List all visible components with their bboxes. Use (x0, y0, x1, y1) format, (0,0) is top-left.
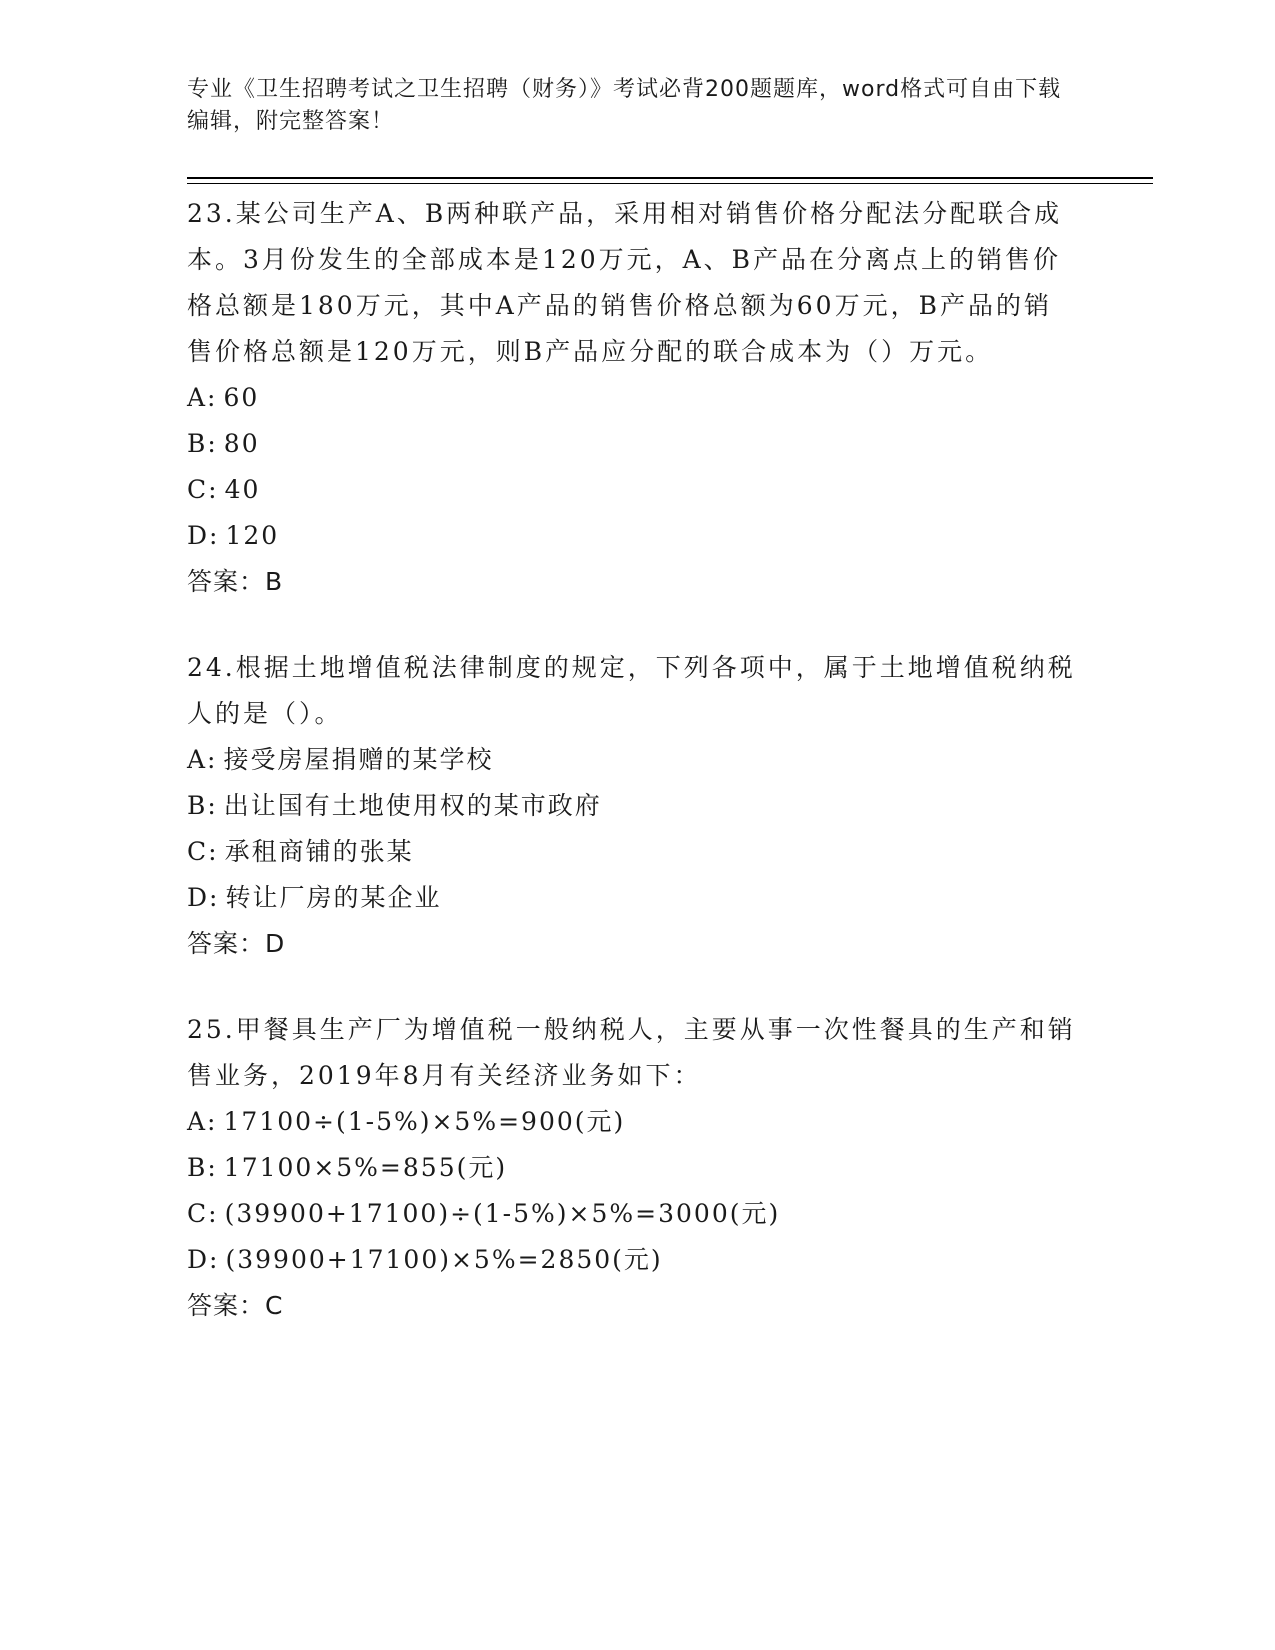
question-23 (187, 191, 1077, 605)
option-text: 转让厂房的某企业 (225, 883, 442, 912)
option-key: D: (187, 521, 220, 550)
header-rule-thick (187, 177, 1153, 179)
option-text: 120 (225, 521, 280, 550)
option-d (187, 1237, 1077, 1283)
option-key: D: (187, 883, 220, 912)
question-stem: 25.甲餐具生产厂为增值税一般纳税人，主要从事一次性餐具的生产和销售业务，2019年8月有关经济业务如下： (187, 1015, 1076, 1090)
question-stem: 24.根据土地增值税法律制度的规定，下列各项中，属于土地增值税纳税人的是（）。 (187, 653, 1076, 728)
answer-line: 答案：B (187, 567, 284, 596)
option-key: A: (187, 745, 218, 774)
option-c (187, 467, 1077, 513)
option-text: 17100÷(1-5%)×5%=900(元) (223, 1107, 626, 1136)
option-text: 17100×5%=855(元) (223, 1153, 508, 1182)
option-text: 接受房屋捐赠的某学校 (223, 745, 494, 774)
option-key: C: (187, 475, 219, 504)
option-d (187, 513, 1077, 559)
option-text: 出让国有土地使用权的某市政府 (223, 791, 602, 820)
option-key: A: (187, 1107, 218, 1136)
option-text: 80 (223, 429, 260, 458)
header-rule-thin (187, 183, 1153, 184)
answer-line: 答案：C (187, 1291, 284, 1320)
option-key: C: (187, 1199, 219, 1228)
option-c (187, 829, 1077, 875)
option-key: C: (187, 837, 219, 866)
answer-line: 答案：D (187, 929, 286, 958)
option-a (187, 375, 1077, 421)
question-stem: 23.某公司生产A、B两种联产品，采用相对销售价格分配法分配联合成本。3月份发生的全部成本是120万元，A、B产品在分离点上的销售价格总额是180万元，其中A产品的销售价格总额为60万元，B产品的销售价格总额是120万元，则B产品应分配的联合成本为（）万元。 (187, 199, 1063, 366)
option-b (187, 421, 1077, 467)
option-d (187, 875, 1077, 921)
question-24 (187, 645, 1077, 967)
option-a (187, 737, 1077, 783)
option-b (187, 783, 1077, 829)
option-text: (39900+17100)÷(1-5%)×5%=3000(元) (224, 1199, 781, 1228)
option-a (187, 1099, 1077, 1145)
document-header: 专业《卫生招聘考试之卫生招聘（财务）》考试必背200题题库，word格式可自由下载编辑，附完整答案！ (187, 77, 1062, 134)
option-key: B: (187, 429, 218, 458)
option-text: (39900+17100)×5%=2850(元) (225, 1245, 663, 1274)
option-key: B: (187, 1153, 218, 1182)
option-text: 承租商铺的张某 (224, 837, 414, 866)
option-b (187, 1145, 1077, 1191)
option-key: D: (187, 1245, 220, 1274)
question-list (187, 191, 1077, 1369)
option-text: 60 (223, 383, 260, 412)
option-key: B: (187, 791, 218, 820)
option-key: A: (187, 383, 218, 412)
option-c (187, 1191, 1077, 1237)
question-25 (187, 1007, 1077, 1329)
option-text: 40 (224, 475, 261, 504)
